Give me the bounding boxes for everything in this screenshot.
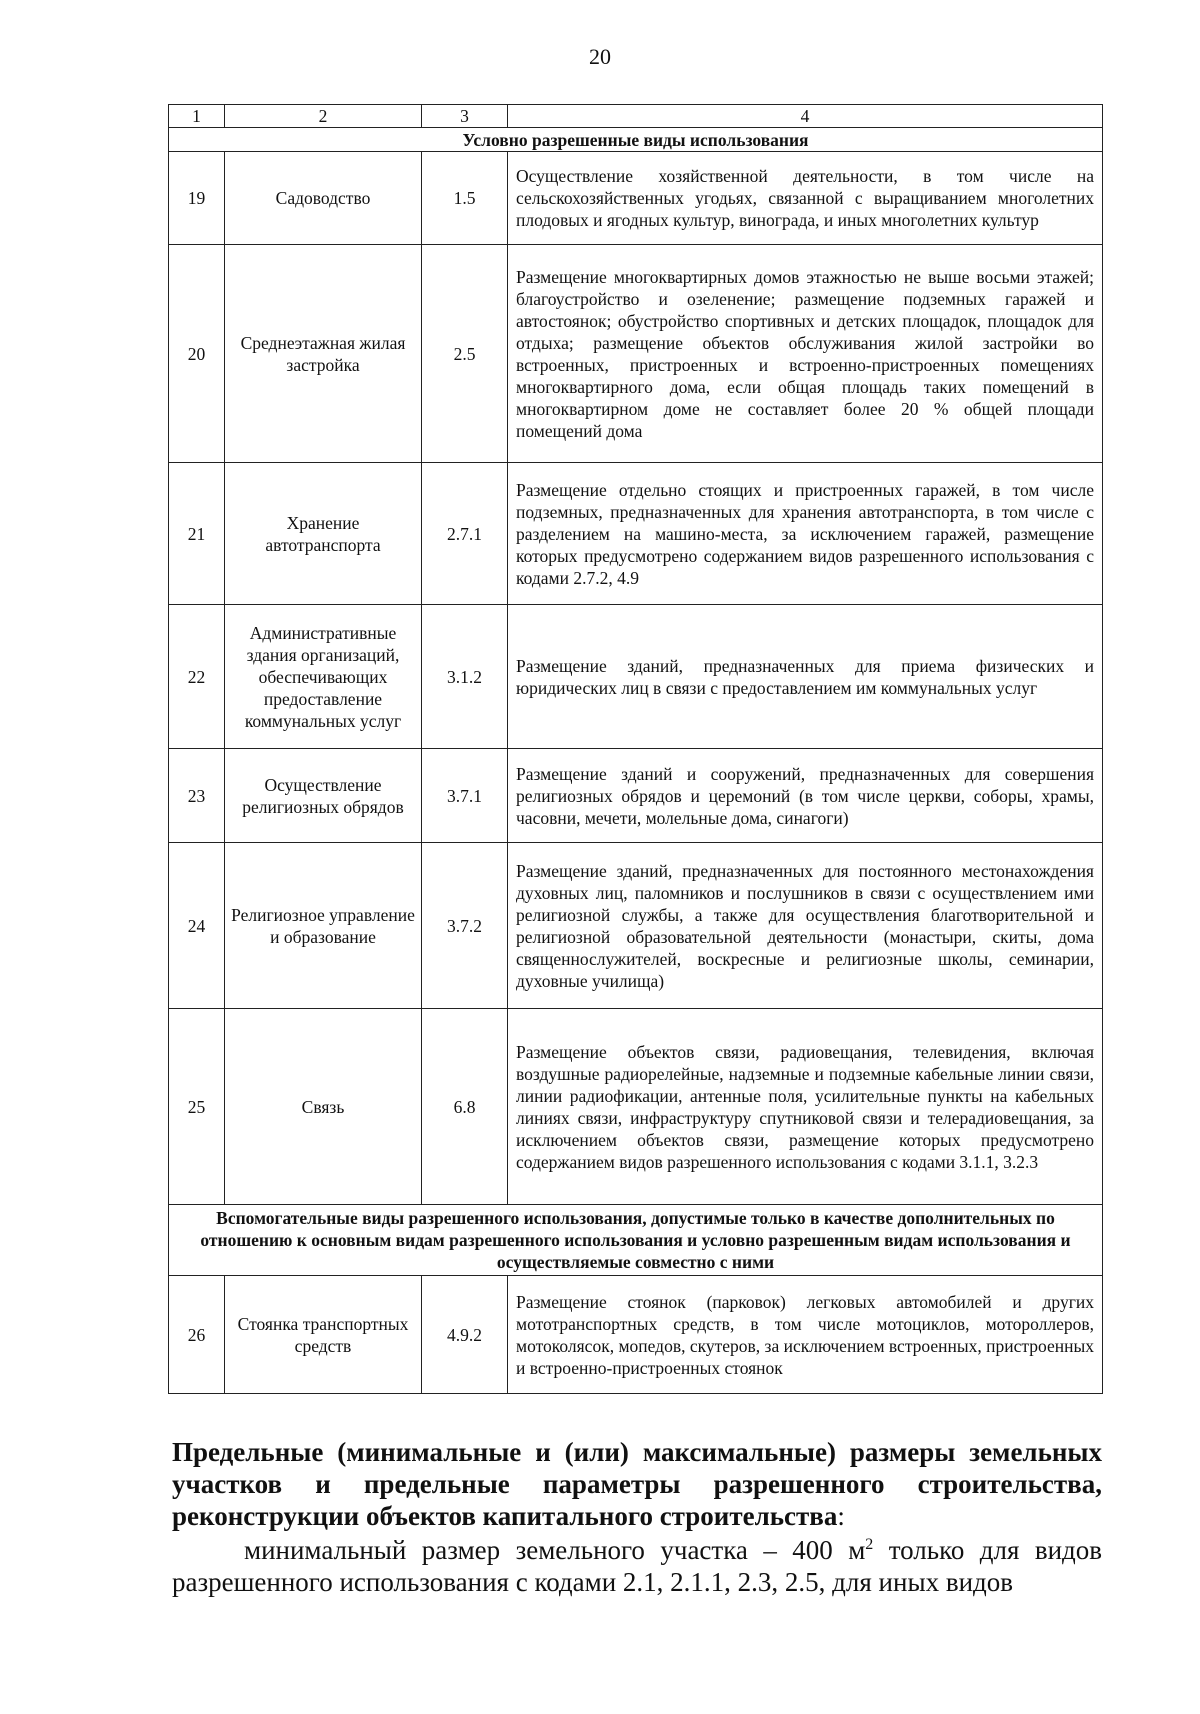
land-use-code: 6.8 xyxy=(422,1009,508,1205)
land-use-description: Размещение отдельно стоящих и пристроенных гаражей, в том числе подземных, предназначенных для хранения автотранспорта, в том числе с разделением на машино-места, за исключением гаражей, размещение которых предусмотрено содержанием видов разрешенного использования с кодами 2.7.2, 4.9 xyxy=(508,463,1103,605)
land-use-name: Садоводство xyxy=(225,152,422,245)
table-row xyxy=(169,843,1103,1009)
table-row xyxy=(169,749,1103,843)
row-number: 20 xyxy=(169,245,225,463)
heading-colon: : xyxy=(837,1501,845,1531)
land-use-description: Размещение объектов связи, радиовещания, телевидения, включая воздушные радиорелейные, надземные и подземные кабельные линии связи, линии радиофикации, антенные поля, усилительные пункты на кабельных линиях связи, инфраструктуру спутниковой связи и телерадиовещания, за исключением объектов связи, размещение которых предусмотрено содержанием видов разрешенного использования с кодами 3.1.1, 3.2.3 xyxy=(508,1009,1103,1205)
land-use-code: 2.5 xyxy=(422,245,508,463)
section-title-auxiliary: Вспомогательные виды разрешенного использования, допустимые только в качестве дополнительных по отношению к основным видам разрешенного использования и условно разрешенным видам использования и осуществляемые совместно с ними xyxy=(169,1205,1103,1276)
body-paragraph xyxy=(172,1534,1102,1598)
row-number: 26 xyxy=(169,1276,225,1394)
paragraph-text-start: минимальный размер земельного участка – 400 м xyxy=(244,1535,866,1565)
row-number: 25 xyxy=(169,1009,225,1205)
land-use-name: Связь xyxy=(225,1009,422,1205)
table-row xyxy=(169,245,1103,463)
row-number: 21 xyxy=(169,463,225,605)
column-header: 4 xyxy=(508,105,1103,128)
land-use-code: 3.1.2 xyxy=(422,605,508,749)
land-use-code: 2.7.1 xyxy=(422,463,508,605)
column-header: 2 xyxy=(225,105,422,128)
row-number: 23 xyxy=(169,749,225,843)
row-number: 19 xyxy=(169,152,225,245)
heading-text: Предельные (минимальные и (или) максимальные) размеры земельных участков и предельные параметры разрешенного строительства, реконструкции объектов капитального строительства xyxy=(172,1437,1102,1531)
paragraph-text-end: только для видов разрешенного использования с кодами 2.1, 2.1.1, 2.3, 2.5, для иных видов xyxy=(172,1535,1103,1597)
column-header: 1 xyxy=(169,105,225,128)
land-use-description: Размещение многоквартирных домов этажностью не выше восьми этажей; благоустройство и озеленение; размещение подземных гаражей и автостоянок; обустройство спортивных и детских площадок, площадок для отдыха; размещение объектов обслуживания жилой застройки во встроенных, пристроенных и встроенно-пристроенных помещениях многоквартирного дома, если общая площадь таких помещений в многоквартирном доме не составляет более 20 % общей площади помещений дома xyxy=(508,245,1103,463)
column-header: 3 xyxy=(422,105,508,128)
row-number: 24 xyxy=(169,843,225,1009)
land-use-name: Административные здания организаций, обеспечивающих предоставление коммунальных услуг xyxy=(225,605,422,749)
land-use-description: Размещение зданий и сооружений, предназначенных для совершения религиозных обрядов и церемоний (в том числе церкви, соборы, храмы, часовни, мечети, молельные дома, синагоги) xyxy=(508,749,1103,843)
land-use-name: Стоянка транспортных средств xyxy=(225,1276,422,1394)
section-header-row xyxy=(169,128,1103,152)
land-use-description: Размещение стоянок (парковок) легковых автомобилей и других мототранспортных средств, в том числе мотоциклов, мотороллеров, мотоколясок, мопедов, скутеров, за исключением встроенных, пристроенных и встроенно-пристроенных стоянок xyxy=(508,1276,1103,1394)
table-row xyxy=(169,1009,1103,1205)
land-use-description: Размещение зданий, предназначенных для постоянного местонахождения духовных лиц, паломников и послушников в связи с осуществлением ими религиозной службы, а также для осуществления благотворительной и религиозной образовательной деятельности (монастыри, скиты, дома священнослужителей, воскресные и религиозные школы, семинарии, духовные училища) xyxy=(508,843,1103,1009)
land-use-name: Хранение автотранспорта xyxy=(225,463,422,605)
land-use-code: 1.5 xyxy=(422,152,508,245)
unit-superscript: 2 xyxy=(865,1536,874,1553)
section-title-conditional: Условно разрешенные виды использования xyxy=(169,128,1103,152)
land-use-name: Среднеэтажная жилая застройка xyxy=(225,245,422,463)
land-use-code: 3.7.2 xyxy=(422,843,508,1009)
land-use-table xyxy=(168,104,1103,1394)
land-use-name: Религиозное управление и образование xyxy=(225,843,422,1009)
section-heading xyxy=(172,1436,1102,1532)
land-use-description: Размещение зданий, предназначенных для приема физических и юридических лиц в связи с предоставлением им коммунальных услуг xyxy=(508,605,1103,749)
land-use-code: 4.9.2 xyxy=(422,1276,508,1394)
land-use-description: Осуществление хозяйственной деятельности, в том числе на сельскохозяйственных угодьях, связанной с выращиванием многолетних плодовых и ягодных культур, винограда, и иных многолетних культур xyxy=(508,152,1103,245)
land-use-name: Осуществление религиозных обрядов xyxy=(225,749,422,843)
page-number: 20 xyxy=(589,44,611,69)
land-use-code: 3.7.1 xyxy=(422,749,508,843)
column-header-row xyxy=(169,105,1103,128)
section-header-row xyxy=(169,1205,1103,1276)
table-row xyxy=(169,463,1103,605)
table-row xyxy=(169,1276,1103,1394)
table-row xyxy=(169,605,1103,749)
table-row xyxy=(169,152,1103,245)
row-number: 22 xyxy=(169,605,225,749)
